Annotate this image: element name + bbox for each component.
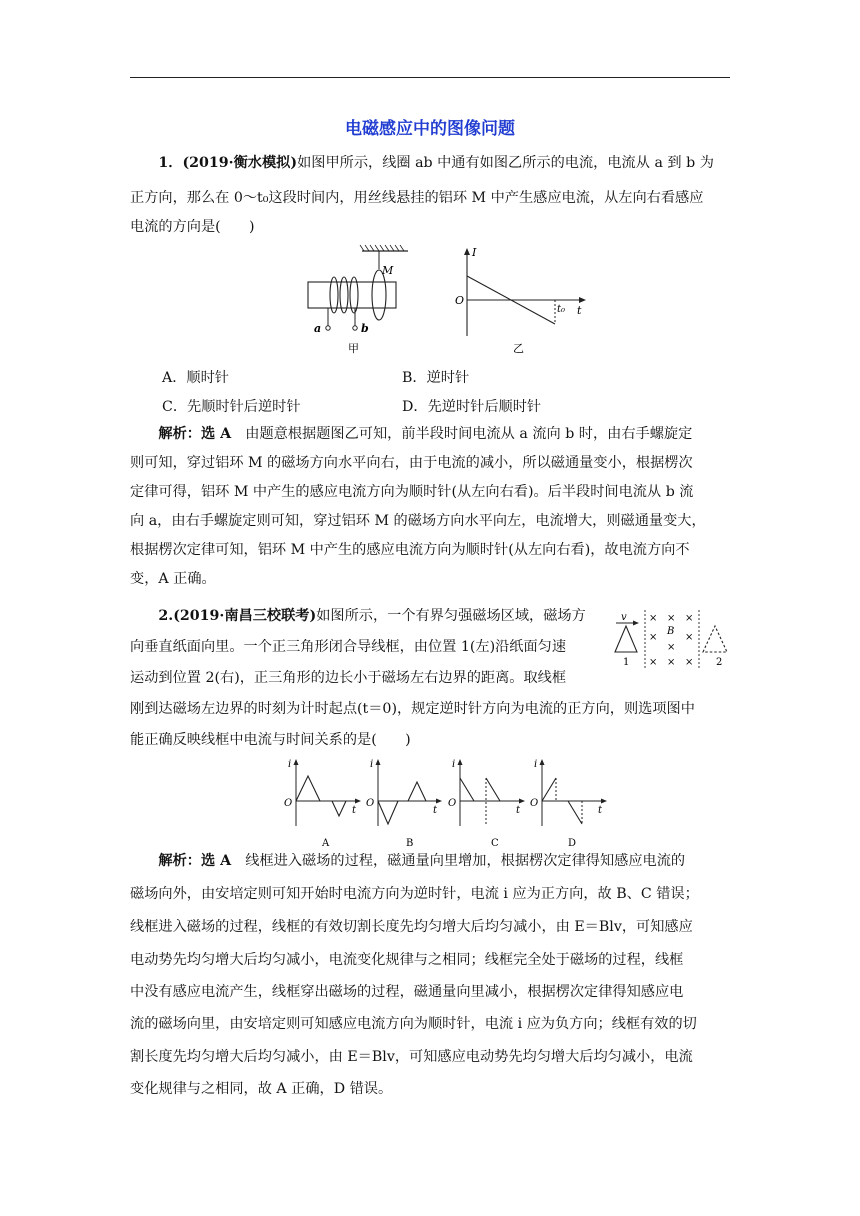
q2-analysis-line-2: 磁场向外，由安培定则可知开始时电流方向为逆时针，电流 i 应为正方向，故 B、C 错误；: [130, 886, 699, 902]
svg-text:t: t: [516, 805, 521, 816]
label-a: a: [314, 322, 322, 335]
graph-a: [284, 759, 361, 849]
q2-line-3: 运动到位置 2(右)，正三角形的边长小于磁场左右边界的距离。取线框: [130, 670, 567, 686]
label-b: b: [361, 322, 369, 335]
q1-analysis-line-1: 解析：选 A 由题意根据题图乙可知，前半段时间电流从 a 流向 b 时，由右手螺旋定: [158, 426, 693, 442]
q1-analysis-line-2: 则可知，穿过铝环 M 的磁场方向水平向右，由于电流的减小，所以磁通量变小，根据楞次: [130, 455, 693, 471]
label-t0: t₀: [557, 304, 566, 315]
q2-analysis-line-5: 中没有感应电流产生，线框穿出磁场的过程，磁通量向里减小，根据楞次定律得知感应电: [130, 984, 684, 1000]
graph-d-label: D: [568, 838, 577, 849]
svg-text:×: ×: [685, 613, 694, 624]
q2-analysis-line-7: 割长度先均匀增大后均匀减小，由 E＝Blv，可知感应电动势先均匀增大后均匀减小，电流: [130, 1049, 693, 1065]
svg-text:×: ×: [649, 632, 658, 643]
q1-analysis-line-5: 根据楞次定律可知，铝环 M 中产生的感应电流方向为顺时针(从左向右看)，故电流方向不: [130, 542, 690, 558]
q1-figure-yi: [452, 244, 592, 356]
svg-text:O: O: [448, 798, 457, 809]
label-t-axis: t: [577, 304, 582, 317]
q1-analysis-line-4: 向 a，由右手螺旋定则可知，穿过铝环 M 的磁场方向水平向左，电流增大，则磁通量变大，: [130, 513, 706, 529]
label-2: 2: [716, 657, 723, 668]
svg-text:O: O: [366, 798, 375, 809]
graph-b-label: B: [406, 838, 414, 849]
svg-text:×: ×: [685, 657, 694, 668]
label-origin: O: [455, 294, 465, 307]
q2-line-2: 向垂直纸面向里。一个正三角形闭合导线框，由位置 1(左)沿纸面匀速: [130, 639, 567, 655]
graph-a-label: A: [322, 838, 330, 849]
label-m: M: [382, 264, 394, 277]
svg-text:i: i: [370, 759, 374, 770]
svg-text:×: ×: [667, 657, 676, 668]
q1-option-b: B．逆时针: [402, 370, 470, 386]
svg-text:×: ×: [667, 642, 676, 653]
q1-analysis-line-6: 变，A 正确。: [130, 571, 216, 587]
label-1: 1: [623, 657, 630, 668]
svg-text:×: ×: [649, 657, 658, 668]
q2-analysis-line-6: 流的磁场向里，由安培定则可知感应电流方向为顺时针，电流 i 应为负方向；线框有效的切: [130, 1016, 697, 1032]
label-yi: 乙: [513, 342, 524, 355]
q1-line-2: 正方向，那么在 0～t₀这段时间内，用丝线悬挂的铝环 M 中产生感应电流，从左向右看感应: [130, 190, 704, 206]
svg-text:i: i: [534, 759, 538, 770]
svg-text:t: t: [352, 805, 357, 816]
q2-option-graphs: [282, 756, 614, 850]
svg-text:t: t: [598, 805, 603, 816]
label-jia: 甲: [348, 342, 359, 355]
svg-text:×: ×: [667, 613, 676, 624]
graph-c: [448, 759, 525, 849]
graph-b: [366, 759, 442, 849]
label-i-axis: I: [472, 246, 477, 259]
q1-option-d: D．先逆时针后顺时针: [402, 399, 542, 415]
svg-text:i: i: [288, 759, 292, 770]
q1-option-a: A．顺时针: [162, 370, 229, 386]
q2-analysis-line-4: 电动势先均匀增大后均匀减小，电流变化规律与之相同；线框完全处于磁场的过程，线框: [130, 952, 684, 968]
q1-line-3: 电流的方向是( ): [130, 219, 255, 235]
q2-analysis-line-3: 线框进入磁场的过程，线框的有效切割长度先均匀增大后均匀减小，由 E＝Blv，可知感应: [130, 919, 693, 935]
q1-option-c: C．先顺时针后逆时针: [162, 399, 301, 415]
svg-text:×: ×: [649, 613, 658, 624]
svg-text:t: t: [433, 805, 438, 816]
svg-text:×: ×: [685, 632, 694, 643]
q1-line-1: 1．(2019·衡水模拟)如图甲所示，线圈 ab 中通有如图乙所示的电流，电流从 a 到 b 为: [158, 155, 714, 171]
q2-field-figure: [612, 608, 736, 674]
svg-text:O: O: [530, 798, 539, 809]
q2-line-1: 2.(2019·南昌三校联考)如图所示，一个有界匀强磁场区域，磁场方: [158, 608, 586, 624]
label-b-field: B: [667, 626, 675, 637]
label-v: v: [621, 612, 627, 623]
header-rule: [130, 77, 730, 78]
q1-figure-jia: [300, 244, 410, 356]
page-title: 电磁感应中的图像问题: [345, 119, 515, 139]
cross-marks: [649, 613, 693, 668]
graph-c-label: C: [491, 838, 499, 849]
graph-d: [530, 759, 607, 849]
q2-analysis-line-8: 变化规律与之相同，故 A 正确，D 错误。: [130, 1081, 393, 1097]
svg-text:O: O: [284, 798, 293, 809]
q2-line-4: 刚到达磁场左边界的时刻为计时起点(t＝0)，规定逆时针方向为电流的正方向，则选项图中: [130, 701, 695, 717]
svg-text:i: i: [452, 759, 456, 770]
q2-analysis-line-1: 解析：选 A 线框进入磁场的过程，磁通量向里增加，根据楞次定律得知感应电流的: [158, 853, 686, 869]
q1-analysis-line-3: 定律可得，铝环 M 中产生的感应电流方向为顺时针(从左向右看)。后半段时间电流从 b 流: [130, 484, 694, 500]
q2-line-5: 能正确反映线框中电流与时间关系的是( ): [130, 732, 411, 748]
